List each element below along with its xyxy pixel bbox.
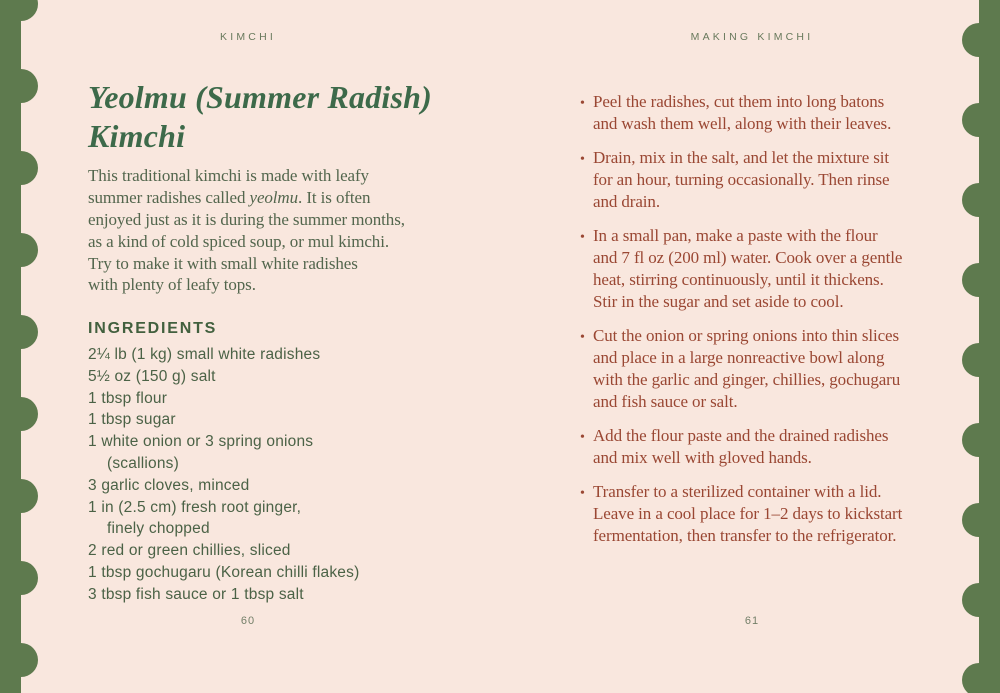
intro-line: Try to make it with small white radishes (88, 253, 358, 273)
step-line: fermentation, then transfer to the refrigerator. (593, 526, 897, 545)
ingredient-line: 1 tbsp flour (88, 389, 168, 407)
intro-italic-term: yeolmu (249, 187, 299, 207)
recipe-title (88, 78, 488, 156)
page-number-left: 60 (240, 615, 256, 627)
ingredient-line: 3 tbsp fish sauce or 1 tbsp salt (88, 585, 304, 603)
step-line: and 7 fl oz (200 ml) water. Cook over a gentle (593, 248, 903, 267)
bullet-icon: • (580, 95, 585, 111)
intro-line-part: summer radishes called (88, 187, 250, 207)
ingredient-line: 2¼ lb (1 kg) small white radishes (88, 346, 321, 363)
bullet-icon: • (580, 485, 585, 501)
bullet-icon: • (580, 329, 585, 345)
intro-line-part: . It is often (298, 187, 371, 207)
page-number-right: 61 (744, 615, 760, 627)
step-line: Transfer to a sterilized container with a lid. (593, 482, 882, 501)
step-item (580, 225, 940, 313)
step-item (580, 425, 940, 469)
bullet-icon: • (580, 151, 585, 167)
step-item (580, 481, 940, 547)
recipe-title-line1: Yeolmu (Summer Radish) (88, 79, 433, 115)
step-line: and wash them well, along with their leaves. (593, 114, 892, 133)
step-line: Leave in a cool place for 1–2 days to kickstart (593, 504, 903, 523)
step-line: and fish sauce or salt. (593, 392, 738, 411)
intro-line: enjoyed just as it is during the summer months, (88, 209, 405, 229)
ingredient-line: 5½ oz (150 g) salt (88, 367, 216, 385)
step-item (580, 91, 940, 135)
scalloped-edge-left (0, 0, 48, 693)
step-line: Stir in the sugar and set aside to cool. (593, 292, 844, 311)
step-item (580, 325, 940, 413)
step-line: Peel the radishes, cut them into long batons (593, 92, 885, 111)
step-line: with the garlic and ginger, chillies, gochugaru (593, 370, 901, 389)
step-line: Add the flour paste and the drained radishes (593, 426, 889, 445)
scalloped-edge-right (952, 0, 1000, 693)
running-head-left: KIMCHI (220, 31, 276, 43)
step-line: heat, stirring continuously, until it thickens. (593, 270, 884, 289)
step-line: for an hour, turning occasionally. Then rinse (593, 170, 890, 189)
intro-line (88, 187, 488, 209)
step-line: and mix well with gloved hands. (593, 448, 812, 467)
intro-line: with plenty of leafy tops. (88, 275, 256, 295)
ingredient-line: 1 tbsp gochugaru (Korean chilli flakes) (88, 563, 360, 581)
step-line: Cut the onion or spring onions into thin slices (593, 326, 900, 345)
ingredient-line: finely chopped (107, 520, 210, 538)
step-line: and drain. (593, 192, 660, 211)
ingredients-list (88, 344, 508, 606)
method-steps (580, 91, 940, 559)
ingredients-heading: INGREDIENTS (88, 320, 218, 337)
ingredient-line: 2 red or green chillies, sliced (88, 542, 291, 560)
running-head-right: MAKING KIMCHI (690, 31, 814, 43)
step-line: In a small pan, make a paste with the flour (593, 226, 878, 245)
intro-line: This traditional kimchi is made with leafy (88, 166, 369, 185)
ingredient-line: 1 in (2.5 cm) fresh root ginger, (88, 498, 302, 516)
bullet-icon: • (580, 229, 585, 245)
intro-line: as a kind of cold spiced soup, or mul kimchi. (88, 231, 389, 251)
step-line: and place in a large nonreactive bowl along (593, 348, 885, 367)
ingredient-line: 1 white onion or 3 spring onions (88, 433, 314, 451)
ingredient-line: (scallions) (107, 454, 179, 472)
step-line: Drain, mix in the salt, and let the mixture sit (593, 148, 890, 167)
recipe-title-line2: Kimchi (88, 118, 186, 154)
ingredient-line: 3 garlic cloves, minced (88, 476, 250, 494)
ingredient-line: 1 tbsp sugar (88, 411, 176, 429)
step-item (580, 147, 940, 213)
bullet-icon: • (580, 429, 585, 445)
intro-paragraph (88, 165, 488, 296)
